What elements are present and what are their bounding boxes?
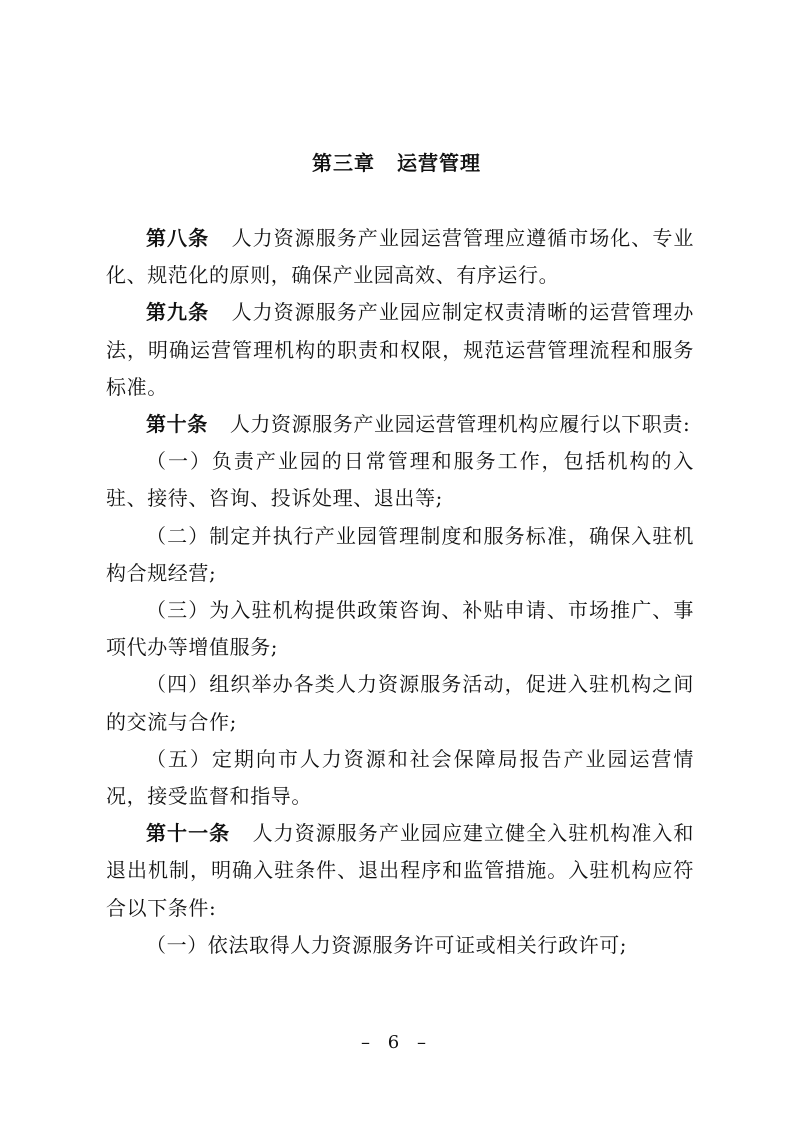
- paragraph-text: 人力资源服务产业园运营管理机构应履行以下职责:: [229, 412, 691, 437]
- page-number: – 6 –: [361, 1032, 432, 1053]
- paragraph-article-10: [106, 406, 694, 443]
- chapter-heading: [0, 146, 793, 180]
- list-item-11-1: [106, 927, 694, 964]
- list-item-10-4: [106, 666, 694, 740]
- chapter-number: 第三章: [312, 151, 375, 175]
- article-number: 第九条: [146, 300, 210, 325]
- paragraph-article-11: [106, 815, 694, 927]
- paragraph-text: （四）组织举办各类人力资源服务活动，促进入驻机构之间的交流与合作;: [106, 672, 694, 734]
- paragraph-article-8: [106, 220, 694, 294]
- paragraph-text: （一）负责产业园的日常管理和服务工作，包括机构的入驻、接待、咨询、投诉处理、退出等;: [106, 449, 694, 511]
- paragraph-text: （二）制定并执行产业园管理制度和服务标准，确保入驻机构合规经营;: [106, 523, 694, 585]
- article-number: 第十条: [146, 412, 208, 437]
- paragraph-text: （一）依法取得人力资源服务许可证或相关行政许可;: [146, 932, 628, 957]
- article-number: 第八条: [146, 226, 210, 250]
- chapter-name: 运营管理: [397, 151, 481, 175]
- list-item-10-5: [106, 741, 694, 815]
- paragraph-text: 人力资源服务产业园应制定权责清晰的运营管理办法，明确运营管理机构的职责和权限，规范运营管理流程和服务标准。: [106, 300, 694, 399]
- paragraph-text: （三）为入驻机构提供政策咨询、补贴申请、市场推广、事项代办等增值服务;: [106, 598, 694, 660]
- paragraph-text: 人力资源服务产业园应建立健全入驻机构准入和退出机制，明确入驻条件、退出程序和监管措施。入驻机构应符合以下条件:: [106, 821, 694, 920]
- list-item-10-1: [106, 443, 694, 517]
- document-body: [106, 220, 694, 964]
- article-number: 第十一条: [146, 821, 231, 846]
- list-item-10-3: [106, 592, 694, 666]
- list-item-10-2: [106, 518, 694, 592]
- paragraph-article-9: [106, 294, 694, 406]
- paragraph-text: （五）定期向市人力资源和社会保障局报告产业园运营情况，接受监督和指导。: [106, 746, 694, 809]
- paragraph-text: 人力资源服务产业园运营管理应遵循市场化、专业化、规范化的原则，确保产业园高效、有序运行。: [106, 226, 694, 288]
